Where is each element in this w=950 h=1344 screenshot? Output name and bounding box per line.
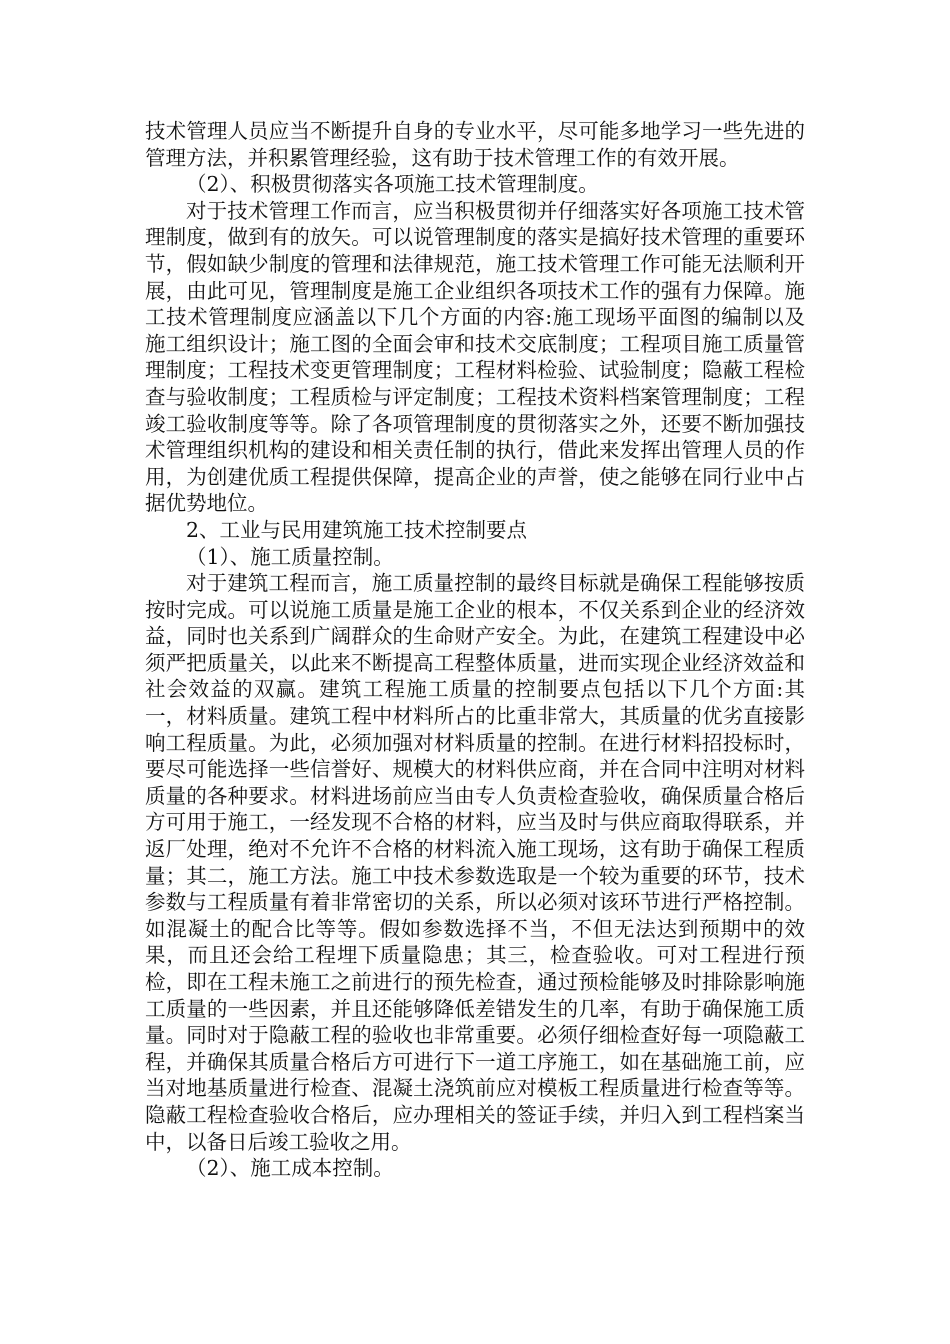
paragraph-continued-intro: 技术管理人员应当不断提升自身的专业水平，尽可能多地学习一些先进的管理方法，并积累管理经验，这有助于技术管理工作的有效开展。 <box>145 119 805 170</box>
subheading-cost-control: （2）、施工成本控制。 <box>186 1156 394 1181</box>
document-page <box>145 118 805 1182</box>
paragraph-management-system: 对于技术管理工作而言，应当积极贯彻并仔细落实好各项施工技术管理制度，做到有的放矢。可以说管理制度的落实是搞好技术管理的重要环节，假如缺少制度的管理和法律规范，施工技术管理工作可能无法顺利开展，由此可见，管理制度是施工企业组织各项技术工作的强有力保障。施工技术管理制度应涵盖以下几个方面的内容:施工现场平面图的编制以及施工组织设计；施工图的全面会审和技术交底制度；工程项目施工质量管理制度；工程技术变更管理制度；工程材料检验、试验制度；隐蔽工程检查与验收制度；工程质检与评定制度；工程技术资料档案管理制度；工程竣工验收制度等等。除了各项管理制度的贯彻落实之外，还要不断加强技术管理组织机构的建设和相关责任制的执行，借此来发挥出管理人员的作用，为创建优质工程提供保障，提高企业的声誉，使之能够在同行业中占据优势地位。 <box>145 198 805 516</box>
section-heading-control-points: 2、工业与民用建筑施工技术控制要点 <box>186 517 528 542</box>
subheading-quality-control: （1）、施工质量控制。 <box>186 544 394 569</box>
subheading-management-system: （2）、积极贯彻落实各项施工技术管理制度。 <box>186 172 599 197</box>
paragraph-quality-control: 对于建筑工程而言，施工质量控制的最终目标就是确保工程能够按质按时完成。可以说施工质量是施工企业的根本，不仅关系到企业的经济效益，同时也关系到广阔群众的生命财产安全。为此，在建筑工程建设中必须严把质量关，以此来不断提高工程整体质量，进而实现企业经济效益和社会效益的双赢。建筑工程施工质量的控制要点包括以下几个方面:其一，材料质量。建筑工程中材料所占的比重非常大，其质量的优劣直接影响工程质量。为此，必须加强对材料质量的控制。在进行材料招投标时，要尽可能选择一些信誉好、规模大的材料供应商，并在合同中注明对材料质量的各种要求。材料进场前应当由专人负责检查验收，确保质量合格后方可用于施工，一经发现不合格的材料，应当及时与供应商取得联系，并返厂处理，绝对不允许不合格的材料流入施工现场，这有助于确保工程质量；其二，施工方法。施工中技术参数选取是一个较为重要的环节，技术参数与工程质量有着非常密切的关系，所以必须对该环节进行严格控制。如混凝土的配合比等等。假如参数选择不当，不但无法达到预期中的效果，而且还会给工程埋下质量隐患；其三，检查验收。可对工程进行预检，即在工程未施工之前进行的预先检查，通过预检能够及时排除影响施工质量的一些因素，并且还能够降低差错发生的几率，有助于确保施工质量。同时对于隐蔽工程的验收也非常重要。必须仔细检查好每一项隐蔽工程，并确保其质量合格后方可进行下一道工序施工，如在基础施工前，应当对地基质量进行检查、混凝土浇筑前应对模板工程质量进行检查等等。隐蔽工程检查验收合格后，应办理相关的签证手续，并归入到工程档案当中，以备日后竣工验收之用。 <box>145 571 805 1154</box>
